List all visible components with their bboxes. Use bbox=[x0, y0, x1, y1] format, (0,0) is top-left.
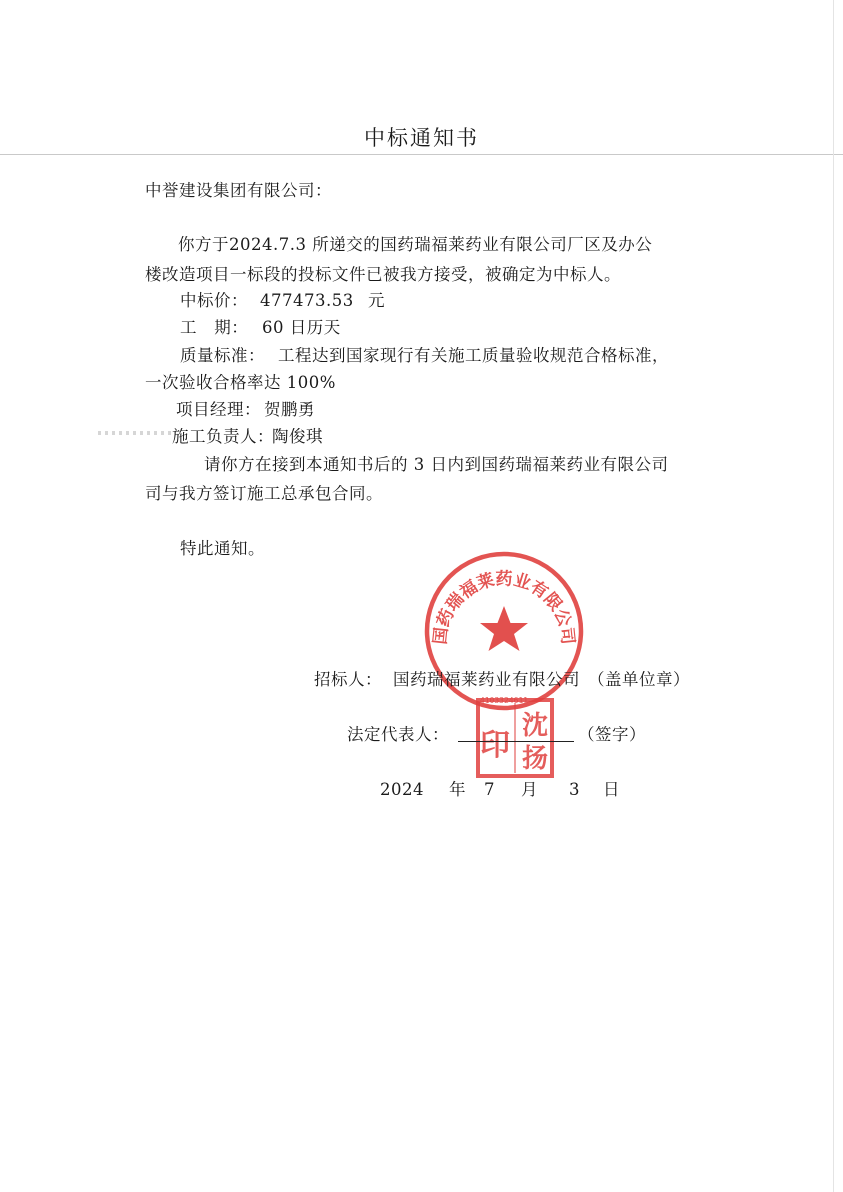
price-label: 中标价： bbox=[180, 291, 248, 310]
rep-note: （签字） bbox=[578, 725, 646, 744]
date-year-unit: 年 bbox=[449, 780, 466, 799]
quality-line-2: 一次验收合格率达 100% bbox=[145, 373, 336, 392]
price-unit: 元 bbox=[368, 291, 385, 310]
quality-label: 质量标准： bbox=[180, 346, 265, 365]
seal-char-2: 沈 bbox=[521, 711, 549, 741]
request-line-1: 请你方在接到本通知书后的 3 日内到国药瑞福莱药业有限公司 bbox=[204, 455, 669, 474]
period-value: 60 日历天 bbox=[262, 318, 341, 337]
rep-label: 法定代表人： bbox=[347, 725, 449, 744]
tenderer-label: 招标人： bbox=[314, 670, 382, 689]
date-day: 3 bbox=[569, 780, 580, 799]
pm-value: 贺鹏勇 bbox=[264, 400, 315, 419]
scan-edge-line bbox=[833, 0, 834, 1192]
date-year: 2024 bbox=[380, 780, 424, 799]
recipient: 中誉建设集团有限公司： bbox=[145, 181, 332, 200]
lead-label: 施工负责人： bbox=[172, 427, 274, 446]
seal-char-3: 扬 bbox=[521, 744, 549, 774]
quality-line-1: 工程达到国家现行有关施工质量验收规范合格标准， bbox=[278, 346, 669, 365]
price-value: 477473.53 bbox=[260, 291, 354, 310]
tenderer-note: （盖单位章） bbox=[588, 670, 690, 689]
request-line-2: 司与我方签订施工总承包合同。 bbox=[145, 484, 383, 503]
personal-seal bbox=[475, 697, 555, 779]
lead-value: 陶俊琪 bbox=[272, 427, 323, 446]
signature-line bbox=[458, 741, 574, 742]
scan-smudge bbox=[98, 431, 172, 435]
document-title: 中标通知书 bbox=[364, 126, 479, 150]
body-line-2: 楼改造项目一标段的投标文件已被我方接受，被确定为中标人。 bbox=[145, 265, 621, 284]
closing: 特此通知。 bbox=[180, 539, 265, 558]
stamp-number: 4103324611 bbox=[479, 696, 529, 705]
body-line-1: 你方于2024.7.3 所递交的国药瑞福莱药业有限公司厂区及办公 bbox=[178, 235, 653, 254]
stamp-text: 国药瑞福莱药业有限公司 bbox=[430, 569, 578, 646]
date-month: 7 bbox=[484, 780, 495, 799]
date-day-unit: 日 bbox=[603, 780, 620, 799]
date-month-unit: 月 bbox=[521, 780, 538, 799]
scan-fold-line bbox=[0, 154, 843, 155]
tenderer-value: 国药瑞福莱药业有限公司 bbox=[393, 670, 580, 689]
period-label: 工 期： bbox=[180, 318, 249, 337]
star-icon bbox=[480, 606, 528, 651]
pm-label: 项目经理： bbox=[176, 400, 261, 419]
seal-char-1: 印 bbox=[480, 728, 510, 763]
